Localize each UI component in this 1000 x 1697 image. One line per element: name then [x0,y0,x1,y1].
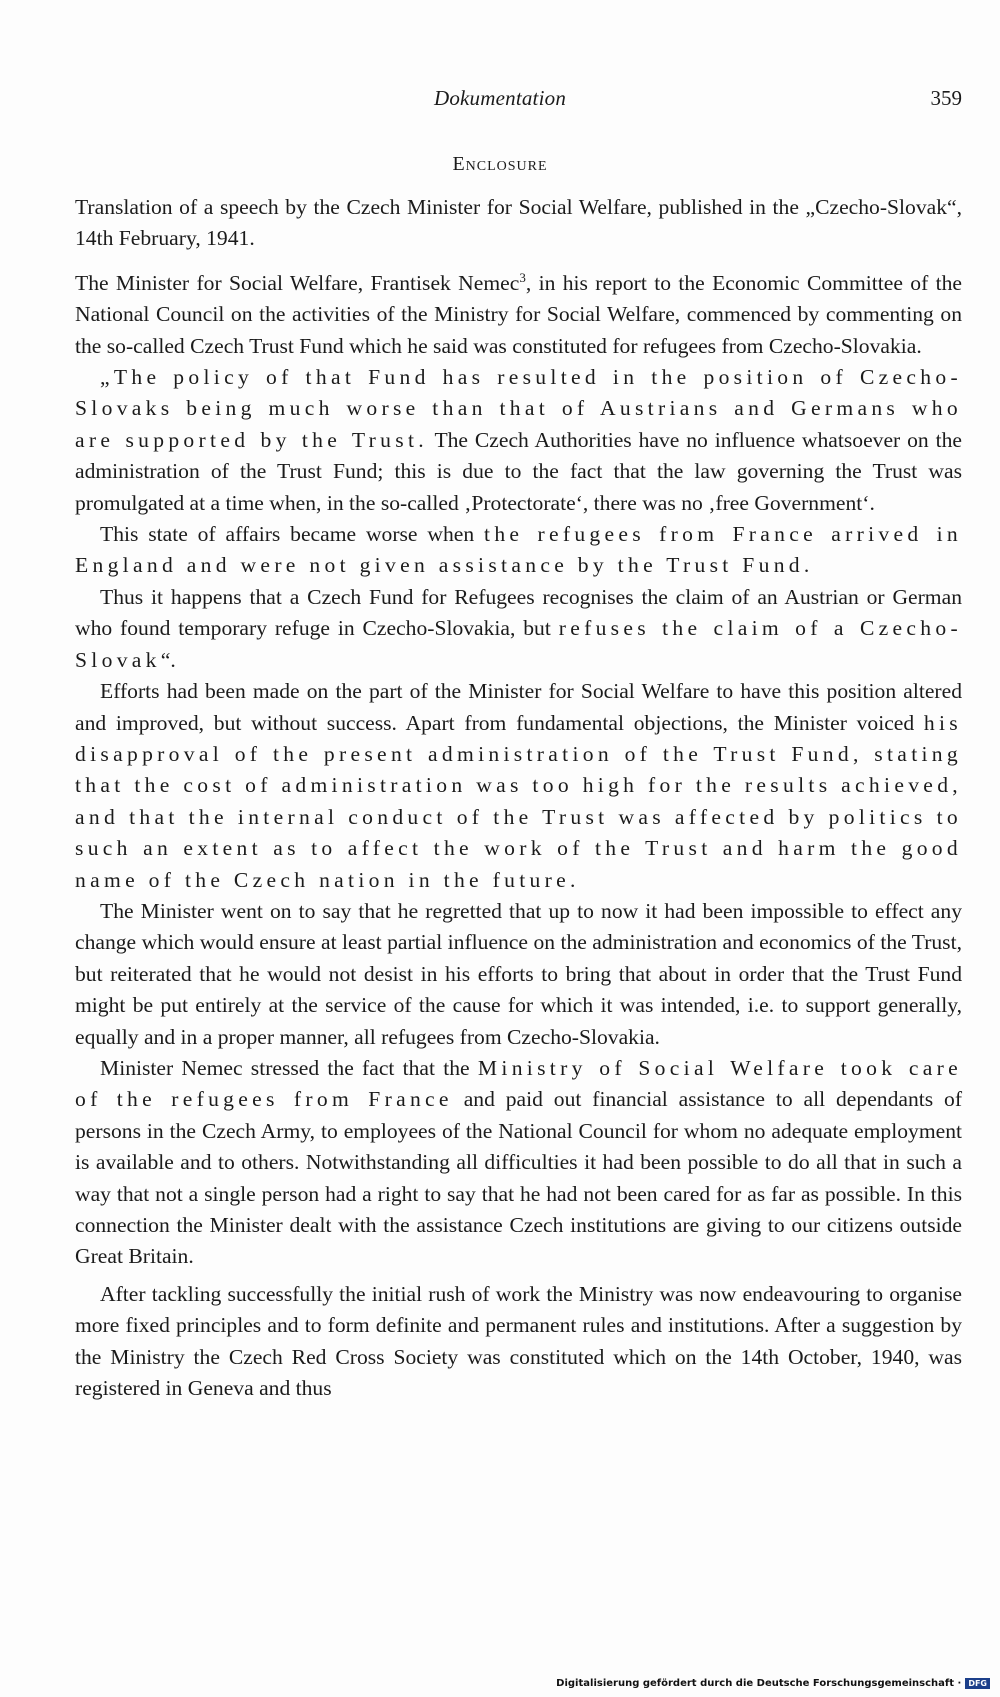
paragraph-text: Efforts had been made on the part of the Minister for Social Welfare to have this position altered and improved, but without success. Apart from fundamental objections, the Minister voiced [75,679,962,735]
paragraph-efforts [75,676,962,896]
running-head [0,86,1000,116]
spaced-emphasis: refuses the claim of a Czecho-Slovak [75,616,962,672]
paragraph-text: The Minister went on to say that he regretted that up to now it had been impossible to effect any change which would ensure at least partial influence on the administration and economics of the Trust, but reiterated that he would not desist in his efforts to bring that about in order that the Trust Fund might be put entirely at the service of the cause for which it was intended, i.e. to support generally, equally and in a proper manner, all refugees from Czecho-Slovakia. [75,898,962,1049]
digitization-credit [556,1678,990,1689]
paragraph-intro [75,192,962,255]
footnote-reference: 3 [519,269,526,285]
paragraph-text: The Czech Authorities have no influence whatsoever on the administration of the Trust Fund; this is due to the fact that the law governing the Trust was promulgated at a time when, in the so-called ‚Protectorate‘, there was no ‚free Government‘. [75,427,962,515]
paragraph-text: Thus it happens that a Czech Fund for Refugees recognises the claim of an Austrian or German who found temporary refuge in Czecho-Slovakia, but [75,584,962,641]
body-text [75,192,962,1404]
paragraph-red-cross [75,1279,962,1405]
paragraph-czech-fund [75,582,962,676]
paragraph-intro-text: Translation of a speech by the Czech Minister for Social Welfare, published in the „Czecho-Slovak“, 14th February, 1941. [75,195,962,251]
digitization-credit-text: Digitalisierung gefördert durch die Deutsche Forschungsgemeinschaft · [556,1678,962,1689]
spaced-emphasis: Ministry of Social Welfare took care of the refugees from France [75,1055,962,1112]
paragraph-text: , in his report to the Economic Committee of the National Council on the activities of the Ministry for Social Welfare, commenced by commenting on the so-called Czech Trust Fund which he said was constituted for refugees from Czecho-Slovakia. [75,270,963,358]
paragraph-quote-policy [75,362,962,519]
section-heading: Enclosure [452,153,548,175]
spaced-emphasis: his disapproval of the present administration of the Trust Fund, stating that the cost of administration was too high for the results achieved, and that the internal conduct of the Trust was affected by politics to such an extent as to affect the work of the Trust and harm the good name of the Czech nation in the future. [75,710,962,892]
paragraph-nemec-stressed [75,1053,962,1273]
paragraph-text: After tackling successfully the initial rush of work the Ministry was now endeavouring to organise more fixed principles and to form definite and permanent rules and institutions. After a suggestion by the Ministry the Czech Red Cross Society was constituted which on the 14th October, 1940, was registered in Geneva and thus [75,1281,962,1401]
paragraph-minister-report [75,268,962,362]
dfg-logo: DFG [965,1678,990,1689]
paragraph-state-of-affairs [75,519,962,582]
paragraph-text: “. [160,647,176,672]
paragraph-text: This state of affairs became worse when [100,522,485,547]
spaced-emphasis: „The policy of that Fund has resulted in the position of Czecho-Slovaks being much worse than that of Austrians and Germans who are supported by the Trust. [75,365,962,452]
paragraph-regret [75,896,962,1053]
paragraph-text: Minister Nemec stressed the fact that the [100,1055,478,1080]
running-title: Dokumentation [433,86,567,110]
paragraph-text: The Minister for Social Welfare, Frantisek Nemec [75,270,520,295]
spaced-emphasis: the refugees from France arrived in England and were not given assistance by the Trust Fund. [75,522,963,578]
page-number: 359 [930,86,962,110]
paragraph-text: and paid out financial assistance to all dependants of persons in the Czech Army, to employees of the National Council for whom no adequate employment is available and to others. Notwithstanding all difficulties it had been possible to do all that in such a way that not a single person had a right to say that he had not been cared for as far as possible. In this connection the Minister dealt with the assistance Czech institutions are giving to our citizens outside Great Britain. [75,1087,963,1269]
